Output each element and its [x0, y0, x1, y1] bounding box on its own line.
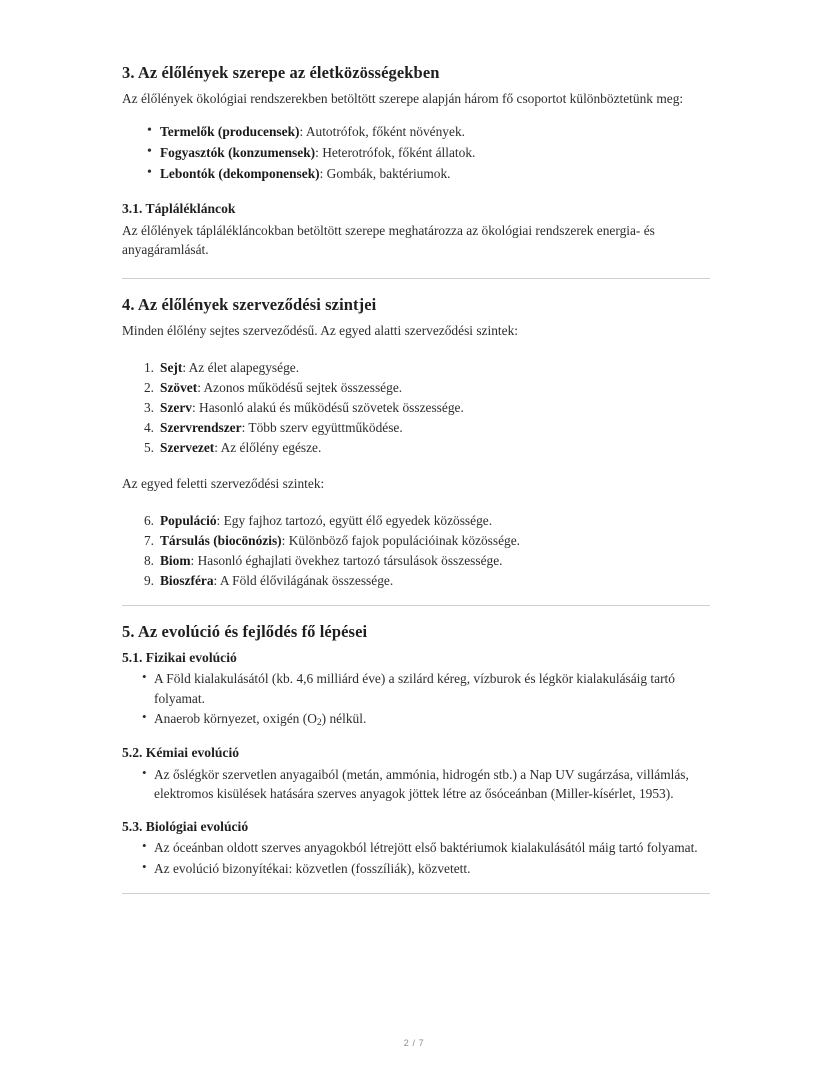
spacer — [122, 591, 710, 605]
page-footer — [0, 1038, 828, 1048]
list-item-lead: Populáció — [160, 512, 217, 528]
section-divider — [122, 893, 710, 894]
list-item — [122, 511, 710, 531]
page-number-label: 2 / 7 — [403, 1038, 425, 1048]
list-item — [122, 358, 710, 378]
list-item-rest: : Az élőlény egésze. — [214, 440, 322, 456]
section-4-intro-above-paragraph: Az egyed feletti szerveződési szintek: — [122, 476, 325, 492]
subsection-5-1-bullet-list — [122, 669, 710, 730]
list-item — [122, 143, 710, 163]
list-item — [122, 765, 710, 804]
list-item — [122, 709, 710, 730]
list-item-lead: Bioszféra — [160, 573, 214, 589]
spacer — [122, 498, 710, 511]
section-heading-3: 3. Az élőlények szerepe az életközösségekben — [122, 63, 440, 82]
subsection-5-2-bullet-list — [122, 765, 710, 804]
list-item-rest: : A Föld élővilágának összessége. — [213, 573, 394, 589]
list-item-lead: Társulás (biocönózis) — [160, 532, 282, 548]
list-item-number: 1. — [143, 359, 154, 375]
subsection-heading-5-3: 5.3. Biológiai evolúció — [122, 818, 249, 834]
spacer — [122, 805, 710, 818]
section-3-intro-paragraph: Az élőlények ökológiai rendszerekben betöltött szerepe alapján három fő csoportot különböztetünk meg: — [122, 91, 684, 107]
subsection-heading-3-1: 3.1. Táplálékláncok — [122, 201, 236, 217]
list-item-rest: : Különböző fajok populációinak közössége. — [281, 532, 521, 548]
list-item — [122, 164, 710, 184]
list-item-number: 5. — [143, 440, 154, 456]
subsection-5-3-bullet-list — [122, 838, 710, 878]
list-item — [122, 378, 710, 398]
section-4-numbered-list-above — [122, 511, 710, 591]
list-item-lead: Fogyasztók (konzumensek) — [160, 144, 316, 160]
spacer — [122, 264, 710, 278]
list-item-number: 3. — [143, 400, 154, 415]
list-item-number: 2. — [143, 379, 154, 395]
list-item-text: Az óceánban oldott szerves anyagokból létrejött első baktériumok kialakulásától máig tartó folyamat. — [154, 840, 698, 856]
list-item-text: A Föld kialakulásától (kb. 4,6 milliárd éve) a szilárd kéreg, vízburok és légkör kialakulásáig tartó folyamat. — [154, 671, 675, 706]
section-4-numbered-list-below — [122, 358, 710, 459]
list-item-rest: : Hasonló alakú és működésű szövetek összessége. — [191, 400, 464, 415]
list-item-number: 4. — [143, 420, 154, 436]
list-item-rest: : Az élet alapegysége. — [182, 359, 300, 375]
list-item — [122, 838, 710, 857]
list-item — [122, 669, 710, 708]
list-item-number: 6. — [143, 512, 154, 528]
section-heading-5: 5. Az evolúció és fejlődés fő lépései — [122, 622, 368, 642]
list-item — [122, 122, 710, 142]
spacer — [122, 184, 710, 200]
list-item-rest: : Heterotrófok, főként állatok. — [315, 144, 476, 160]
list-item — [122, 859, 710, 878]
spacer — [122, 879, 710, 893]
spacer — [122, 279, 710, 294]
list-item-lead: Szervrendszer — [160, 420, 242, 436]
subscript-two: 2 — [316, 717, 322, 729]
spacer — [122, 606, 710, 621]
section-3-bullet-list — [122, 122, 710, 183]
list-item-rest: : Azonos működésű sejtek összessége. — [197, 379, 403, 395]
subsection-heading-5-2: 5.2. Kémiai evolúció — [122, 745, 240, 761]
list-item-lead: Szerv — [160, 400, 192, 415]
list-item-text: Az őslégkör szervetlen anyagaiból (metán, ammónia, hidrogén stb.) a Nap UV sugárzása, villámlás, elektromos kisülések hatására szerves anyagok jöttek létre az ősóceánban (Miller-kísérlet, 1953). — [154, 766, 689, 802]
list-item-number: 9. — [143, 573, 154, 589]
list-item-rest: : Hasonló éghajlati övekhez tartozó társulások összessége. — [190, 552, 503, 568]
list-item-text-prefix: Anaerob környezet, oxigén (O — [154, 711, 317, 727]
spacer — [122, 458, 710, 474]
list-item-number: 7. — [143, 532, 154, 548]
list-item-lead: Sejt — [160, 359, 183, 375]
list-item — [122, 398, 710, 418]
spacer — [122, 113, 710, 122]
list-item — [122, 551, 710, 571]
list-item-rest: : Egy fajhoz tartozó, együtt élő egyedek közössége. — [216, 512, 493, 528]
page-content — [122, 62, 710, 894]
subsection-heading-5-1: 5.1. Fizikai evolúció — [122, 649, 237, 665]
list-item — [122, 531, 710, 551]
list-item-number: 8. — [143, 552, 154, 568]
list-item-rest: : Autotrófok, főként növények. — [299, 123, 465, 139]
list-item — [122, 418, 710, 438]
list-item-lead: Biom — [160, 552, 191, 568]
list-item-rest: : Több szerv együttműködése. — [241, 420, 403, 436]
list-item-text-suffix: ) nélkül. — [321, 711, 367, 727]
list-item-rest: : Gombák, baktériumok. — [319, 165, 451, 181]
list-item — [122, 438, 710, 458]
spacer — [122, 731, 710, 744]
list-item-lead: Szervezet — [160, 440, 215, 456]
subsection-3-1-body: Az élőlények táplálékláncokban betöltött szerepe meghatározza az ökológiai rendszerek energia- és anyagáramlását. — [122, 223, 655, 258]
list-item-lead: Szövet — [160, 379, 198, 395]
list-item-text: Az evolúció bizonyítékai: közvetlen (fosszíliák), közvetett. — [154, 860, 471, 876]
list-item-lead: Termelők (producensek) — [160, 123, 300, 139]
list-item-lead: Lebontók (dekomponensek) — [160, 165, 320, 181]
section-heading-4: 4. Az élőlények szerveződési szintjei — [122, 294, 377, 314]
spacer — [122, 345, 710, 358]
list-item — [122, 571, 710, 591]
section-4-intro-paragraph: Minden élőlény sejtes szerveződésű. Az egyed alatti szerveződési szintek: — [122, 323, 518, 339]
